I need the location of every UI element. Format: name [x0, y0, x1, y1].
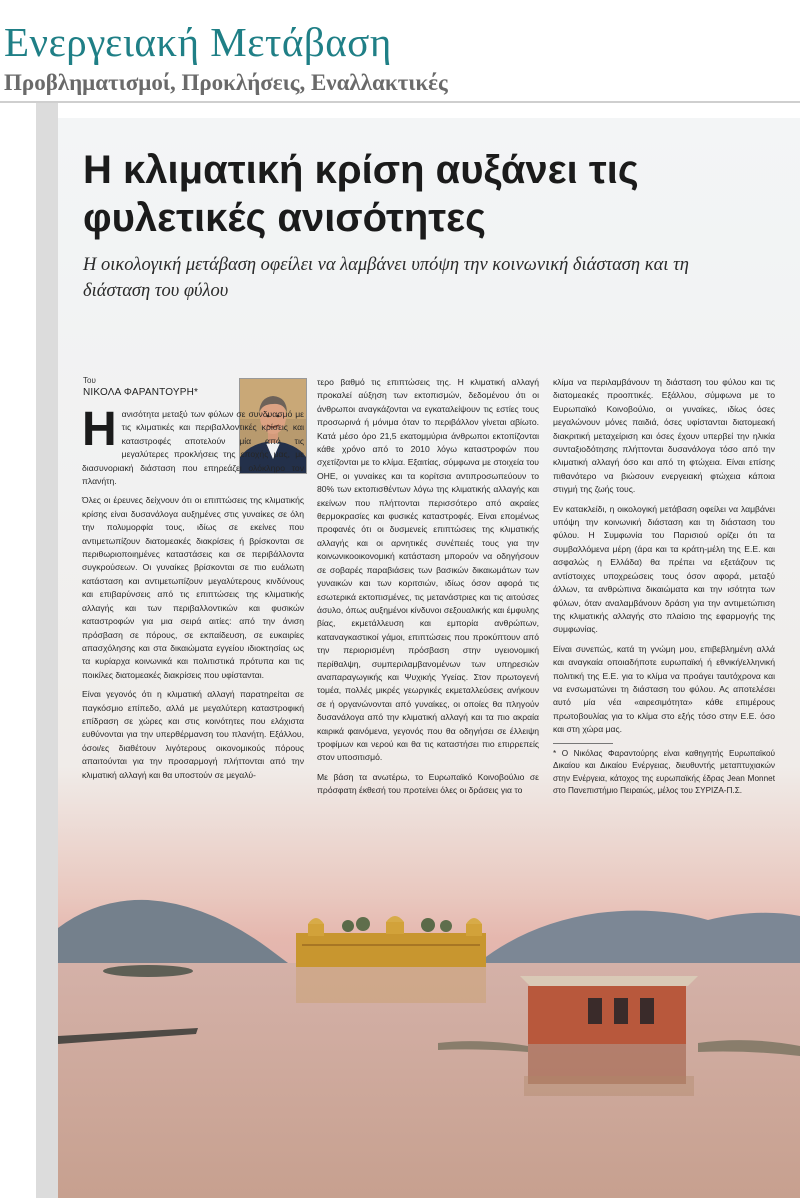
water-palace-icon	[296, 916, 486, 1003]
drop-cap: Η	[82, 403, 117, 456]
byline-author: ΝΙΚΟΛΑ ΦΑΡΑΝΤΟΥΡΗ*	[83, 387, 199, 398]
header-divider	[0, 101, 800, 103]
lake-palace-photo	[58, 868, 800, 1198]
paragraph: τερο βαθμό τις επιπτώσεις της. Η κλιματική αλλαγή προκαλεί αύξηση των εκτοπισμών, δεδομένου ότι οι άνθρωποι αναγκάζονται να εγκαταλείψουν τις εστίες τους προσωρινά ή μόνιμα όταν το περιβάλλον γίνεται αβίωτο. Κατά μέσο όρο 21,5 εκατομμύρια άνθρωποι εκτοπίζονται κάθε χρόνο από το 2010 λόγω καταστροφών που σχετίζονται με το κλίμα. Εξαιτίας, σύμφωνα με στοιχεία του ΟΗΕ, οι γυναίκες και τα κορίτσια αντιπροσωπεύουν το 80% των εκτοπισθέντων λόγω της κλιματικής αλλαγής και εκείνων που πλήττονται περισσότερο από ακραίες θερμοκρασίες και φυσικές καταστροφές. Είναι επομένως προφανές ότι οι δυσμενείς επιπτώσεις της κλιματικής αλλαγής και οι αρνητικές συνέπειές τους για την κοινωνικοοικονομική κατάσταση μπορούν να οδηγήσουν σε σοβαρές παραβιάσεις των βασικών δικαιωμάτων των γυναικών και των κοριτσιών, ιδίως όσον αφορά τις εσωτερικά εκτοπισμένες, τις μετανάστριες και τις αιτούσες άσυλο, όπως αυξημένοι κίνδυνοι σεξουαλικής και έμφυλης βίας, εκμετάλλευση και εμπορία ανθρώπων, καταναγκαστικοί γάμοι, επιπτώσεις που προκύπτουν από την περιορισμένη πρόσβαση στην υγειονομική περίθαλψη, συμπεριλαμβανομένων των υπηρεσιών αναπαραγωγικής και Ψυχικής Υγείας. Στον πρωτογενή τομέα, πολλές μικρές γεωργικές εκμεταλλεύσεις ανήκουν σε ή οργανώνονται από γυναίκες, οι οποίες θα πληγούν δυσανάλογα από την κλιματική αλλαγή και τα πιο ακραία καιρικά φαινόμενα, γεγονός που θα οδηγήσει σε έλλειψη τροφίμων και νερού και θα τις καταστήσει πιο επιρρεπείς στον υποσιτισμό.	[317, 377, 539, 763]
article-subheadline: Η οικολογική μετάβαση οφείλει να λαμβάνει υπόψη την κοινωνική διάσταση και τη διάσταση του φύλου	[83, 255, 689, 301]
section-title: Ενεργειακή Μετάβαση	[4, 19, 392, 65]
paragraph: κλίμα να περιλαμβάνουν τη διάσταση του φύλου και τις διατομεακές προοπτικές. Εξάλλου, σύμφωνα με το Ευρωπαϊκό Κοινοβούλιο, οι γυναίκες, ιδίως όσες μεγαλώνουν μόνες παιδιά, όσες υφίστανται διατομεακή διακριτική μεταχείριση και όσες έχουν υπερβεί την ηλικία συνταξιοδότησης πλήττονται δυσανάλογα τόσο από την κλιματική αλλαγή όσο και από τη φτώχεια. Είναι επίσης πιθανότερο να βιώσουν ενεργειακή φτώχεια κάποια στιγμή της ζωής τους.	[553, 377, 775, 495]
footnote-divider	[553, 743, 613, 744]
paragraph: Εν κατακλείδι, η οικολογική μετάβαση οφείλει να λαμβάνει υπόψη την κοινωνική διάσταση και τη διάσταση του φύλου. Η Συμφωνία του Παρισιού ορίζει ότι τα συμβαλλόμενα μέρη (άρα και τα κράτη-μέλη της Ε.Ε. και ασφαλώς η Ελλάδα) θα πρέπει να εξετάζουν τις αντίστοιχες υποχρεώσεις τους όσον αφορά, μεταξύ άλλων, τα ανθρώπινα δικαιώματα και την ισότητα των φύλων, όταν αναλαμβάνουν δράση για την αντιμετώπιση της κλιματικής αλλαγής στο πλαίσιο της εφαρμογής της συμφωνίας.	[553, 503, 775, 635]
paragraph: ανισότητα μεταξύ των φύλων σε συνδυασμό με τις κλιματικές και περιβαλλοντικές κρίσεις και καταστροφές αποτελούν μία από τις μεγαλύτερες προκλήσεις της εποχής μας, με διασυνοριακή διάσταση που επηρεάζει ολόκληρο τον πλανήτη.	[82, 409, 304, 487]
paragraph: Με βάση τα ανωτέρω, το Ευρωπαϊκό Κοινοβούλιο σε πρόσφατη έκθεσή του προτείνει όλες οι δράσεις για το	[317, 771, 539, 796]
article-column-3	[553, 376, 775, 804]
article-column-2	[317, 376, 539, 804]
article-page	[58, 118, 800, 1198]
paragraph: Είναι γεγονός ότι η κλιματική αλλαγή παρατηρείται σε παγκόσμιο επίπεδο, αλλά με μεγαλύτερη καταστροφική επίδραση σε χώρες και στις κοινότητες που ελάχιστα ευθύνονται για την υπερθέρμανση του πλανήτη. Εξάλλου, όσοι/ες διαθέτουν λιγότερους οικονομικούς πόρους απαιτούνται για την προσαρμογή πλήττονται από την κλιματική αλλαγή και θα υποστούν σε μεγαλύ-	[82, 689, 304, 780]
paragraph: Όλες οι έρευνες δείχνουν ότι οι επιπτώσεις της κλιματικής κρίσης είναι δυσανάλογα αυξημένες στις γυναίκες σε όλη την πολυμορφία τους, ιδίως σε εκείνες που αντιμετωπίζουν διατομεακές διακρίσεις ή βρίσκονται σε περιθωριοποιημένες καταστάσεις και σε περιβάλλοντα συγκρούσεων. Οι γυναίκες βρίσκονται σε πιο ευάλωτη κατάσταση και αντιμετωπίζουν μεγαλύτερους κινδύνους και επιβαρύνσεις από τις επιπτώσεις της κλιματικής αλλαγής και των περιβαλλοντικών και φυσικών καταστροφών για μια σειρά αιτίες: από την άνιση πρόσβαση σε πόρους, σε εκπαίδευση, σε ευκαιρίες απασχόλησης και στα δικαιώματα εγγείου ιδιοκτησίας ως τα κυρίαρχα κοινωνικά και πολιτιστικά πρότυπα και τις ποικίλες διατομεακές διακρίσεις που υφίστανται.	[82, 495, 304, 680]
article-column-1	[82, 403, 304, 788]
byline-label: Του	[83, 376, 96, 385]
article-headline: Η κλιματική κρίση αυξάνει τις φυλετικές ανισότητες	[83, 148, 639, 240]
mountains-icon	[478, 911, 800, 963]
author-footnote: * Ο Νικόλας Φαραντούρης είναι καθηγητής Ευρωπαϊκού Δικαίου και Δικαίου Ενέργειας, διευθυντής μεταπτυχιακών στην Ενέργεια, κάτοχος της ευρωπαϊκής έδρας Jean Monnet στο Πανεπιστήμιο Πειραιώς, μέλος του ΣΥΡΙΖΑ-Π.Σ.	[553, 748, 775, 796]
paragraph: Είναι συνεπώς, κατά τη γνώμη μου, επιβεβλημένη αλλά και αναγκαία οποιαδήποτε ευρωπαϊκή ή εθνική/ελληνική πολιτική της Ε.Ε. για το κλίμα να προάγει ταυτόχρονα και να ενσωματώνει τη διάσταση του φύλου. Ας αποτελέσει αυτό μία νέα «αιρεσιμότητα» κάθε επιμέρους πρωτοβουλίας για το κλίμα στο εξής τόσο στην Ε.Ε. όσο και στη χώρα μας.	[553, 643, 775, 735]
ruined-tower-icon	[520, 976, 698, 1096]
page-gutter	[36, 103, 58, 1198]
section-subtitle: Προβληματισμοί, Προκλήσεις, Εναλλακτικές	[4, 70, 448, 95]
mountains-icon	[58, 900, 288, 963]
